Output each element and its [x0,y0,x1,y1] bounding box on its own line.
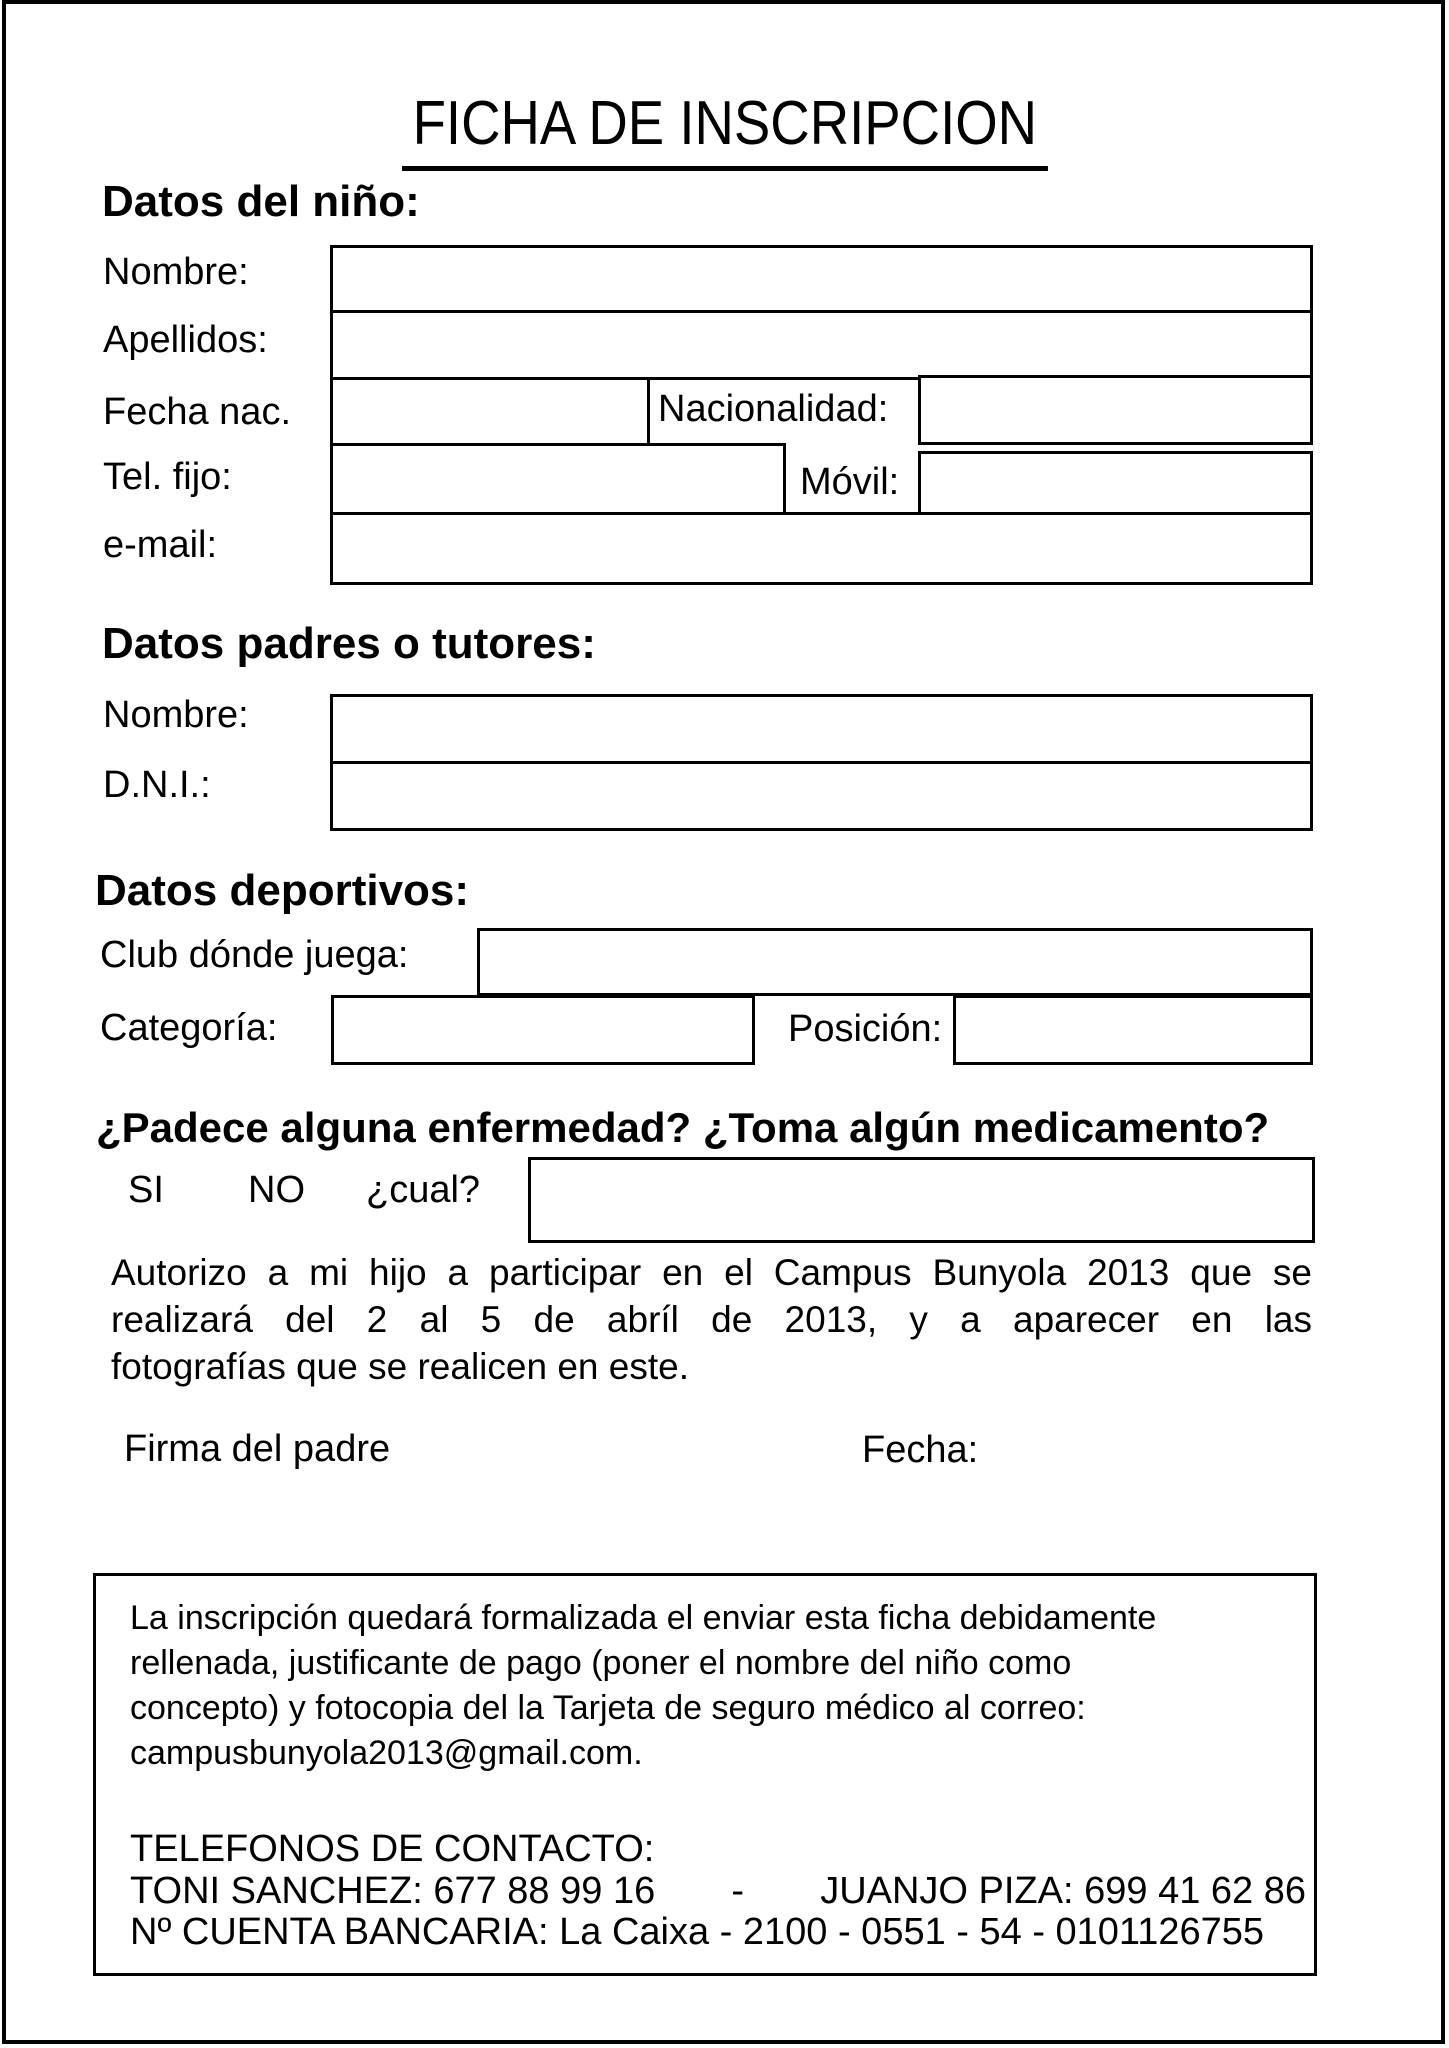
sports-section-heading: Datos deportivos: [95,866,470,915]
position-label: Posición: [788,1008,943,1050]
contact-1: TONI SANCHEZ: 677 88 99 16 [130,1870,656,1912]
footer-email-line: campusbunyola2013@gmail.com. [130,1734,643,1772]
medical-which-label: ¿cual? [366,1169,481,1211]
child-nationality-input[interactable] [918,375,1313,445]
parent-name-input[interactable] [330,694,1313,764]
child-birthdate-label: Fecha nac. [103,391,291,433]
child-birthdate-input[interactable] [330,377,650,446]
authorization-line-2: realizará del 2 al 5 de abríl de 2013, y a aparecer en las [111,1299,1312,1340]
authorization-paragraph [111,1249,1312,1390]
child-mobile-label: Móvil: [800,461,900,503]
authorization-line-1: Autorizo a mi hijo a participar en el Campus Bunyola 2013 que se [111,1252,1312,1293]
footer-info-line-3: concepto) y fotocopia del la Tarjeta de seguro médico al correo: [130,1689,1086,1727]
child-mobile-input[interactable] [918,451,1313,515]
contact-separator: - [731,1870,745,1912]
contact-2: JUANJO PIZA: 699 41 62 86 [820,1870,1306,1912]
position-input[interactable] [953,995,1313,1065]
child-section-heading: Datos del niño: [102,177,420,226]
footer-info-line-2: rellenada, justificante de pago (poner el nombre del niño como [130,1644,1072,1682]
medical-yes-option[interactable]: SI [128,1169,164,1211]
date-label: Fecha: [862,1429,979,1471]
parent-dni-input[interactable] [330,761,1313,831]
footer-info-paragraph [130,1596,1295,1776]
parent-dni-label: D.N.I.: [103,764,211,806]
parent-name-label: Nombre: [103,694,249,736]
child-nationality-label: Nacionalidad: [658,388,889,430]
signature-label: Firma del padre [124,1428,391,1470]
child-name-label: Nombre: [103,251,249,293]
child-surname-input[interactable] [330,310,1313,380]
club-label: Club dónde juega: [100,934,409,976]
authorization-line-3: fotografías que se realicen en este. [111,1346,689,1387]
child-phone-label: Tel. fijo: [103,456,232,498]
parents-section-heading: Datos padres o tutores: [102,619,596,668]
category-input[interactable] [331,995,755,1065]
contacts-row [130,1869,1306,1915]
bank-account-line: Nº CUENTA BANCARIA: La Caixa - 2100 - 0551 - 54 - 0101126755 [130,1911,1265,1953]
page-title: FICHA DE INSCRIPCION [402,91,1048,171]
medical-no-option[interactable]: NO [248,1169,305,1211]
child-phone-input[interactable] [330,443,786,515]
contacts-heading: TELEFONOS DE CONTACTO: [130,1828,655,1870]
medical-question-heading: ¿Padece alguna enfermedad? ¿Toma algún medicamento? [96,1104,1270,1151]
child-email-input[interactable] [330,512,1313,585]
footer-info-line-1: La inscripción quedará formalizada el enviar esta ficha debidamente [130,1599,1157,1637]
club-input[interactable] [477,928,1313,996]
child-email-label: e-mail: [103,524,218,566]
illness-which-input[interactable] [528,1157,1315,1243]
child-surname-label: Apellidos: [103,319,268,361]
title-wrap [70,91,1379,171]
category-label: Categoría: [100,1007,278,1049]
child-name-input[interactable] [330,245,1313,313]
